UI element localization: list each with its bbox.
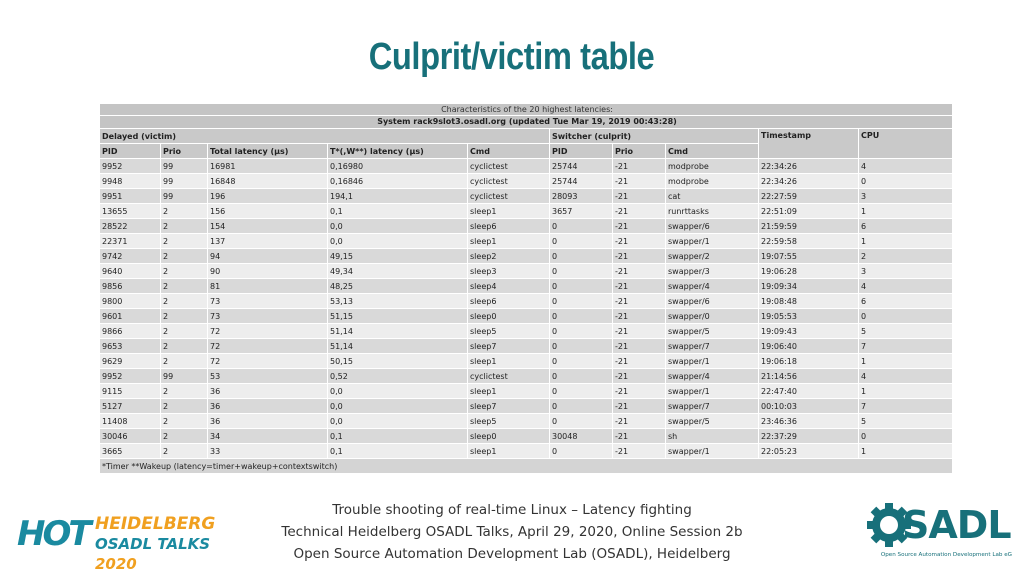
table-cell: 0,1 — [328, 204, 468, 219]
table-cell: 2 — [161, 429, 208, 444]
table-cell: 28093 — [550, 189, 613, 204]
table-cell: 19:07:55 — [759, 249, 859, 264]
table-cell: sleep4 — [468, 279, 550, 294]
table-cell: 22:59:58 — [759, 234, 859, 249]
table-cell: 51,15 — [328, 309, 468, 324]
table-row — [100, 339, 953, 354]
table-footnote: *Timer **Wakeup (latency=timer+wakeup+contextswitch) — [100, 459, 953, 474]
table-cell: 22371 — [100, 234, 161, 249]
table-cell: 36 — [208, 399, 328, 414]
osadl-subtitle: Open Source Automation Development Lab eG — [880, 552, 1012, 558]
table-cell: 0 — [550, 384, 613, 399]
table-cell: 9800 — [100, 294, 161, 309]
table-cell: 22:34:26 — [759, 174, 859, 189]
osadl-wordmark: SADL — [902, 503, 1011, 547]
table-cell: 0,0 — [328, 219, 468, 234]
table-cell: 22:27:59 — [759, 189, 859, 204]
table-cell: 0 — [550, 399, 613, 414]
table-row — [100, 369, 953, 384]
table-cell: 0,1 — [328, 444, 468, 459]
hot-osadl-talks-text: OSADL TALKS 2020 — [95, 535, 211, 573]
table-cell: 36 — [208, 384, 328, 399]
table-cell: 49,34 — [328, 264, 468, 279]
table-cell: 5 — [859, 414, 953, 429]
table-cell: 0 — [550, 369, 613, 384]
column-header: Prio — [161, 144, 208, 159]
table-row — [100, 429, 953, 444]
table-cell: sleep0 — [468, 429, 550, 444]
table-cell: 156 — [208, 204, 328, 219]
table-cell: sleep3 — [468, 264, 550, 279]
table-row — [100, 159, 953, 174]
table-cell: 34 — [208, 429, 328, 444]
table-cell: sh — [666, 429, 759, 444]
culprit-victim-table — [99, 103, 952, 474]
table-cell: 0,0 — [328, 399, 468, 414]
table-cell: 9640 — [100, 264, 161, 279]
table-cell: swapper/4 — [666, 279, 759, 294]
table-cell: 50,15 — [328, 354, 468, 369]
table-cell: 90 — [208, 264, 328, 279]
table-row — [100, 399, 953, 414]
table-caption: Characteristics of the 20 highest latencies: — [100, 104, 953, 116]
hot-heidelberg-text: HEIDELBERG — [95, 514, 216, 534]
table-cell: 1 — [859, 384, 953, 399]
table-cell: 2 — [161, 324, 208, 339]
table-cell: 2 — [161, 414, 208, 429]
table-cell: cyclictest — [468, 189, 550, 204]
table-cell: 2 — [859, 249, 953, 264]
table-cell: 81 — [208, 279, 328, 294]
table-cell: 19:06:40 — [759, 339, 859, 354]
table-cell: 0,16846 — [328, 174, 468, 189]
table-cell: 4 — [859, 159, 953, 174]
table-cell: 2 — [161, 444, 208, 459]
table-cell: 4 — [859, 369, 953, 384]
table-cell: 23:46:36 — [759, 414, 859, 429]
table-system-info: System rack9slot3.osadl.org (updated Tue Mar 19, 2019 00:43:28) — [100, 116, 953, 129]
table-cell: 5 — [859, 324, 953, 339]
table-cell: sleep1 — [468, 354, 550, 369]
table-cell: 1 — [859, 204, 953, 219]
table-row — [100, 294, 953, 309]
table-cell: swapper/1 — [666, 354, 759, 369]
table-cell: 9866 — [100, 324, 161, 339]
table-cell: cyclictest — [468, 159, 550, 174]
table-cell: sleep0 — [468, 309, 550, 324]
table-row — [100, 414, 953, 429]
table-cell: swapper/5 — [666, 414, 759, 429]
table-cell: 00:10:03 — [759, 399, 859, 414]
table-cell: 2 — [161, 249, 208, 264]
table-cell: 7 — [859, 399, 953, 414]
table-cell: -21 — [613, 159, 666, 174]
table-row — [100, 204, 953, 219]
table-cell: -21 — [613, 204, 666, 219]
table-cell: 0,0 — [328, 414, 468, 429]
table-cell: -21 — [613, 339, 666, 354]
table-cell: 22:05:23 — [759, 444, 859, 459]
footer-line-1: Trouble shooting of real-time Linux – Latency fighting — [332, 502, 692, 518]
table-cell: swapper/4 — [666, 369, 759, 384]
table-cell: 0 — [550, 294, 613, 309]
group-delayed-header: Delayed (victim) — [100, 129, 550, 144]
table-cell: 2 — [161, 204, 208, 219]
table-cell: 0,1 — [328, 429, 468, 444]
table-cell: -21 — [613, 219, 666, 234]
table-cell: 30048 — [550, 429, 613, 444]
table-cell: 154 — [208, 219, 328, 234]
table-cell: modprobe — [666, 174, 759, 189]
table-cell: 25744 — [550, 174, 613, 189]
table-cell: 21:59:59 — [759, 219, 859, 234]
table-cell: 0,52 — [328, 369, 468, 384]
table-row — [100, 264, 953, 279]
table-cell: 1 — [859, 234, 953, 249]
table-cell: 9948 — [100, 174, 161, 189]
table-row — [100, 309, 953, 324]
table-cell: 0 — [550, 264, 613, 279]
table-cell: 0 — [550, 414, 613, 429]
table-cell: -21 — [613, 279, 666, 294]
table-cell: 0 — [550, 354, 613, 369]
table-cell: 2 — [161, 399, 208, 414]
table-cell: 53 — [208, 369, 328, 384]
table-cell: 30046 — [100, 429, 161, 444]
table-row — [100, 384, 953, 399]
table-cell: -21 — [613, 234, 666, 249]
column-header: Cmd — [468, 144, 550, 159]
table-cell: 0 — [550, 234, 613, 249]
table-cell: cat — [666, 189, 759, 204]
table-cell: 19:09:34 — [759, 279, 859, 294]
table-cell: 72 — [208, 324, 328, 339]
hot-logo — [17, 512, 237, 573]
table-cell: -21 — [613, 399, 666, 414]
table-cell: 22:51:09 — [759, 204, 859, 219]
table-cell: 1 — [859, 444, 953, 459]
table-cell: 0 — [550, 309, 613, 324]
table-cell: 6 — [859, 294, 953, 309]
table-cell: 53,13 — [328, 294, 468, 309]
table-cell: 2 — [161, 354, 208, 369]
table-cell: 19:08:48 — [759, 294, 859, 309]
table-cell: 0 — [550, 249, 613, 264]
column-header: PID — [100, 144, 161, 159]
table-cell: 0,0 — [328, 234, 468, 249]
table-cell: 0 — [859, 174, 953, 189]
table-cell: 196 — [208, 189, 328, 204]
table-cell: sleep1 — [468, 384, 550, 399]
table-row — [100, 249, 953, 264]
table-cell: 51,14 — [328, 324, 468, 339]
table-cell: 48,25 — [328, 279, 468, 294]
table-cell: 73 — [208, 294, 328, 309]
table-cell: 2 — [161, 279, 208, 294]
table-cell: 51,14 — [328, 339, 468, 354]
table-cell: sleep6 — [468, 219, 550, 234]
footer-line-3: Open Source Automation Development Lab (OSADL), Heidelberg — [293, 546, 731, 562]
table-cell: 99 — [161, 369, 208, 384]
table-cell: sleep1 — [468, 234, 550, 249]
table-cell: -21 — [613, 294, 666, 309]
table-row — [100, 174, 953, 189]
table-cell: 33 — [208, 444, 328, 459]
table-cell: sleep5 — [468, 324, 550, 339]
table-cell: 9601 — [100, 309, 161, 324]
column-header: Prio — [613, 144, 666, 159]
table-cell: cyclictest — [468, 369, 550, 384]
table-cell: 0,0 — [328, 384, 468, 399]
table-cell: -21 — [613, 264, 666, 279]
table-cell: 25744 — [550, 159, 613, 174]
slide-title: Culprit/victim table — [368, 36, 655, 78]
table-cell: 2 — [161, 384, 208, 399]
table-cell: -21 — [613, 414, 666, 429]
table-cell: 3 — [859, 189, 953, 204]
table-cell: sleep6 — [468, 294, 550, 309]
table-cell: cyclictest — [468, 174, 550, 189]
table-cell: -21 — [613, 309, 666, 324]
table-cell: 2 — [161, 234, 208, 249]
table-cell: swapper/7 — [666, 339, 759, 354]
table-cell: 5127 — [100, 399, 161, 414]
group-switcher-header: Switcher (culprit) — [550, 129, 759, 144]
table-cell: 22:34:26 — [759, 159, 859, 174]
table-cell: sleep1 — [468, 444, 550, 459]
table-row — [100, 444, 953, 459]
table-cell: 99 — [161, 174, 208, 189]
table-cell: 9952 — [100, 159, 161, 174]
table-cell: -21 — [613, 384, 666, 399]
table-cell: -21 — [613, 189, 666, 204]
table-cell: 9856 — [100, 279, 161, 294]
table-cell: 7 — [859, 339, 953, 354]
table-cell: sleep7 — [468, 339, 550, 354]
table-cell: swapper/5 — [666, 324, 759, 339]
table-cell: 0 — [859, 309, 953, 324]
table-cell: 0 — [859, 429, 953, 444]
table-cell: swapper/6 — [666, 219, 759, 234]
table-cell: 22:47:40 — [759, 384, 859, 399]
table-cell: runrttasks — [666, 204, 759, 219]
table-cell: 19:05:53 — [759, 309, 859, 324]
table-cell: 2 — [161, 264, 208, 279]
table-cell: 16848 — [208, 174, 328, 189]
cpu-header: CPU — [859, 129, 953, 159]
table-cell: swapper/7 — [666, 399, 759, 414]
table-cell: 2 — [161, 339, 208, 354]
table-cell: 19:06:18 — [759, 354, 859, 369]
osadl-logo — [862, 496, 1012, 566]
table-cell: 19:06:28 — [759, 264, 859, 279]
footer-line-2: Technical Heidelberg OSADL Talks, April 29, 2020, Online Session 2b — [281, 524, 743, 540]
table-cell: -21 — [613, 369, 666, 384]
column-header: Cmd — [666, 144, 759, 159]
table-cell: -21 — [613, 429, 666, 444]
table-cell: 36 — [208, 414, 328, 429]
table-cell: 3665 — [100, 444, 161, 459]
table-cell: 9951 — [100, 189, 161, 204]
table-cell: swapper/2 — [666, 249, 759, 264]
table-cell: 72 — [208, 354, 328, 369]
table-cell: 2 — [161, 309, 208, 324]
table-cell: 16981 — [208, 159, 328, 174]
table-cell: 19:09:43 — [759, 324, 859, 339]
column-header: PID — [550, 144, 613, 159]
table-cell: 11408 — [100, 414, 161, 429]
table-cell: 73 — [208, 309, 328, 324]
table-cell: -21 — [613, 324, 666, 339]
table-cell: 9952 — [100, 369, 161, 384]
table-row — [100, 324, 953, 339]
table-cell: 94 — [208, 249, 328, 264]
table-cell: 9742 — [100, 249, 161, 264]
table-cell: 22:37:29 — [759, 429, 859, 444]
table-row — [100, 219, 953, 234]
column-header: T*(,W**) latency (µs) — [328, 144, 468, 159]
table-cell: 4 — [859, 279, 953, 294]
table-cell: swapper/1 — [666, 234, 759, 249]
table-cell: 0 — [550, 279, 613, 294]
table-cell: swapper/0 — [666, 309, 759, 324]
table-cell: -21 — [613, 354, 666, 369]
table-cell: -21 — [613, 249, 666, 264]
table-cell: sleep7 — [468, 399, 550, 414]
table-cell: 99 — [161, 159, 208, 174]
column-header: Total latency (µs) — [208, 144, 328, 159]
table-cell: swapper/3 — [666, 264, 759, 279]
timestamp-header: Timestamp — [759, 129, 859, 159]
table-cell: 72 — [208, 339, 328, 354]
table-cell: 99 — [161, 189, 208, 204]
table-cell: sleep5 — [468, 414, 550, 429]
table-cell: sleep2 — [468, 249, 550, 264]
table-cell: 1 — [859, 354, 953, 369]
table-cell: 28522 — [100, 219, 161, 234]
table-cell: 2 — [161, 294, 208, 309]
table-row — [100, 234, 953, 249]
table-cell: -21 — [613, 174, 666, 189]
table-row — [100, 189, 953, 204]
table-cell: 9629 — [100, 354, 161, 369]
table-cell: 9653 — [100, 339, 161, 354]
table-cell: 0 — [550, 324, 613, 339]
table-cell: 194,1 — [328, 189, 468, 204]
table-cell: swapper/1 — [666, 384, 759, 399]
table-cell: 0 — [550, 444, 613, 459]
table-row — [100, 279, 953, 294]
table-cell: 21:14:56 — [759, 369, 859, 384]
table-cell: modprobe — [666, 159, 759, 174]
table-cell: swapper/1 — [666, 444, 759, 459]
hot-mark: HOT — [17, 514, 89, 554]
table-cell: 6 — [859, 219, 953, 234]
table-cell: 2 — [161, 219, 208, 234]
table-cell: 13655 — [100, 204, 161, 219]
table-cell: -21 — [613, 444, 666, 459]
table-cell: sleep1 — [468, 204, 550, 219]
table-cell: 49,15 — [328, 249, 468, 264]
table-cell: 0,16980 — [328, 159, 468, 174]
table-cell: 3 — [859, 264, 953, 279]
table-cell: swapper/6 — [666, 294, 759, 309]
table-cell: 137 — [208, 234, 328, 249]
table-row — [100, 354, 953, 369]
table-cell: 0 — [550, 219, 613, 234]
table-cell: 0 — [550, 339, 613, 354]
table-cell: 9115 — [100, 384, 161, 399]
table-cell: 3657 — [550, 204, 613, 219]
footer-text — [262, 499, 762, 565]
